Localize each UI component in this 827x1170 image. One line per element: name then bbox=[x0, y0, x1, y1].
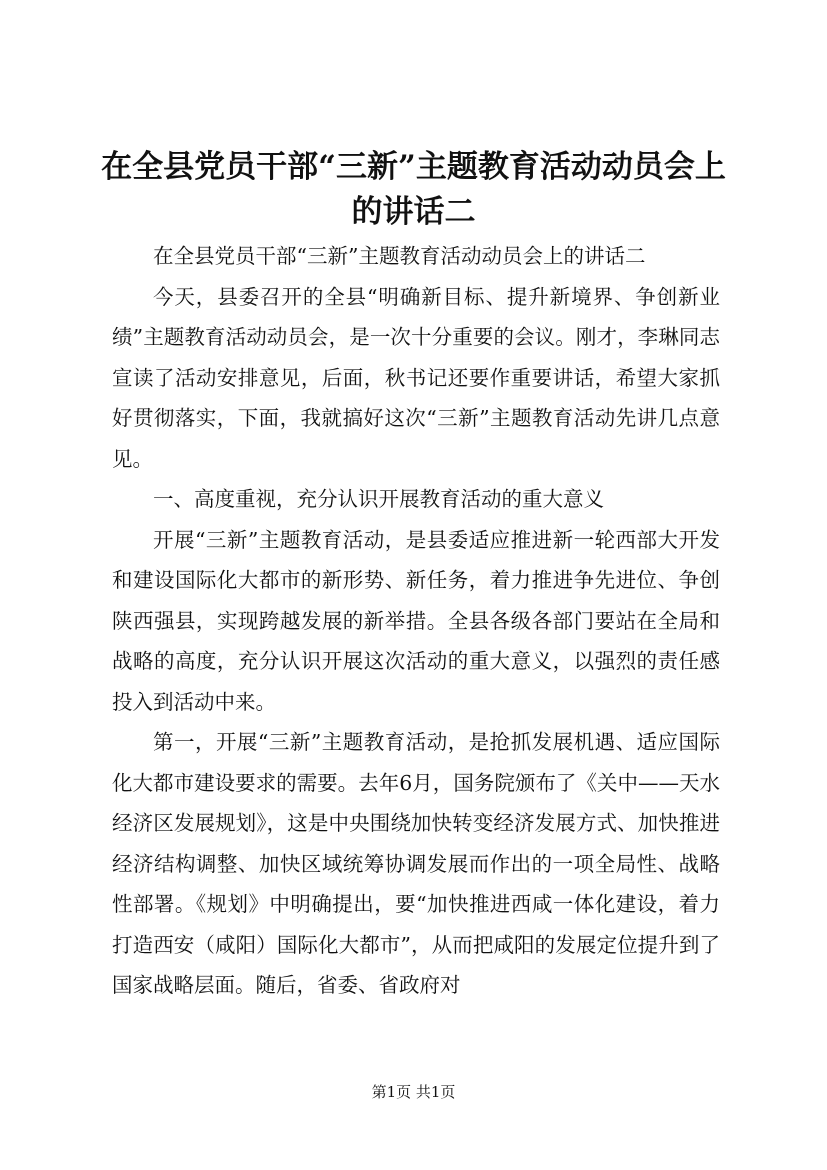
paragraph-repeat-title: 在全县党员干部“三新”主题教育活动动员会上的讲话二 bbox=[153, 244, 646, 268]
page-footer bbox=[0, 1082, 827, 1102]
paragraph-point-one: 第一，开展“三新”主题教育活动，是抢抓发展机遇、适应国际化大都市建设要求的需要。去年6月，国务院颁布了《关中——天水经济区发展规划》，这是中央围绕加快转变经济发展方式、加快推进经济结构调整、加快区域统筹协调发展而作出的一项全局性、战略性部署。《规划》中明确提出，要“加快推进西咸一体化建设，着力打造西安（咸阳）国际化大都市”，从而把咸阳的发展定位提升到了国家战略层面。随后，省委、省政府对 bbox=[112, 730, 720, 997]
paragraph-section-one: 开展“三新”主题教育活动，是县委适应推进新一轮西部大开发和建设国际化大都市的新形势、新任务，着力推进争先进位、争创陕西强县，实现跨越发展的新举措。全县各级各部门要站在全局和战略的高度，充分认识开展这次活动的重大意义，以强烈的责任感投入到活动中来。 bbox=[112, 527, 720, 714]
document-title: 在全县党员干部“三新”主题教育活动动员会上的讲话二 bbox=[101, 149, 726, 230]
page-number-label: 第1页 共1页 bbox=[371, 1083, 456, 1101]
paragraph-opening: 今天，县委召开的全县“明确新目标、提升新境界、争创新业绩”主题教育活动动员会，是一次十分重要的会议。刚才，李琳同志宣读了活动安排意见，后面，秋书记还要作重要讲话，希望大家抓好贯彻落实，下面，我就搞好这次“三新”主题教育活动先讲几点意见。 bbox=[112, 284, 720, 471]
section-heading-one: 一、高度重视，充分认识开展教育活动的重大意义 bbox=[153, 487, 604, 511]
document-body bbox=[112, 236, 720, 1006]
